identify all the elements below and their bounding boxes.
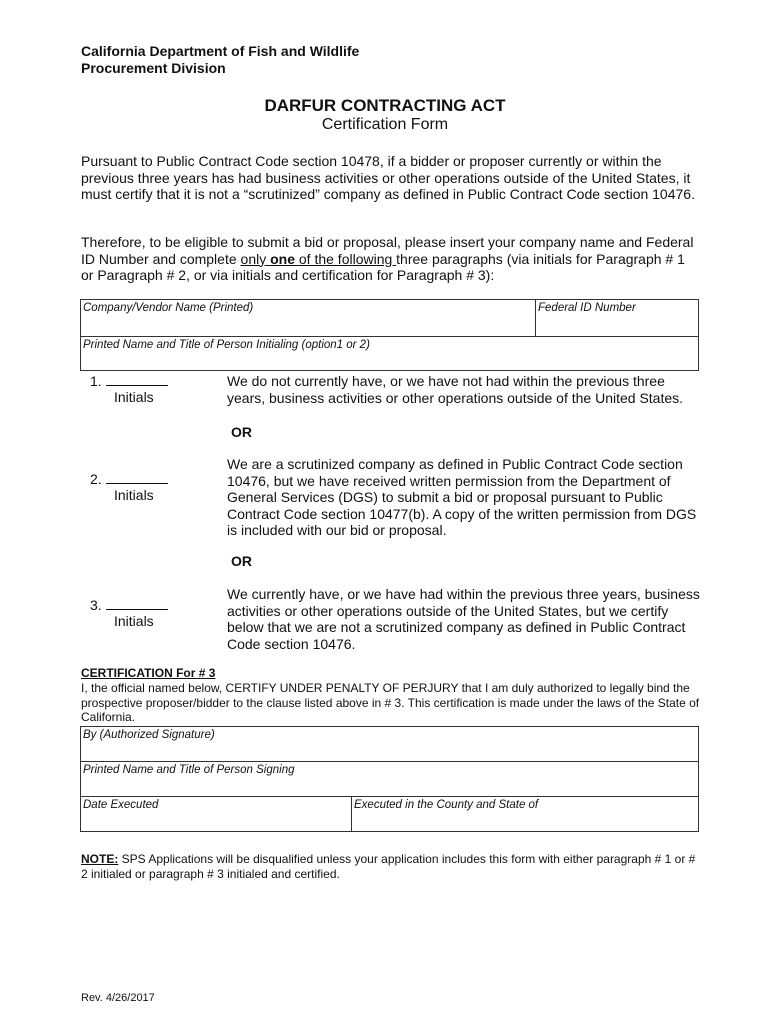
certification-text: I, the official named below, CERTIFY UNDER PENALTY OF PERJURY that I am duly authorized to legally bind the prospective proposer/bidder to the clause listed above in # 3. This certification is made under the laws of the State of California. [81, 681, 700, 724]
instructions-one: one [270, 250, 295, 267]
instructions-only: only one of the following [240, 250, 397, 267]
or-separator-1: OR [231, 424, 252, 440]
company-name-field[interactable] [81, 300, 536, 337]
vendor-info-table [80, 299, 699, 371]
federal-id-label: Federal ID Number [538, 302, 636, 314]
option-2-initial-line[interactable]: 2. [90, 471, 168, 487]
federal-id-field[interactable] [536, 300, 699, 337]
initialer-name-label: Printed Name and Title of Person Initialing (option1 or 2) [83, 339, 370, 351]
certification-heading: CERTIFICATION For # 3 [81, 666, 216, 680]
date-executed-label: Date Executed [83, 799, 159, 811]
option-3-text: We currently have, or we have had within the previous three years, business activities or other operations outside of the United States, but we certify below that we are not a scrutinized company as defined in Public Contract Code section 10476. [227, 586, 700, 652]
signer-name-label: Printed Name and Title of Person Signing [83, 764, 295, 776]
signer-name-field[interactable] [81, 762, 699, 797]
note-paragraph [81, 852, 701, 881]
option-3-initial-line[interactable]: 3. [90, 597, 168, 613]
date-executed-field[interactable] [81, 797, 352, 832]
or-separator-2: OR [231, 553, 252, 569]
authorized-signature-field[interactable] [81, 727, 699, 762]
signature-label: By (Authorized Signature) [83, 729, 215, 741]
instructions-paragraph [81, 234, 701, 284]
company-name-label: Company/Vendor Name (Printed) [83, 302, 254, 314]
org-header [81, 43, 359, 77]
instructions-text-b: three paragraphs (via initials for Paragraph # 1 or Paragraph # 2, or via initials and certification for Paragraph # 3): [81, 250, 685, 284]
option-1-initials-label: Initials [114, 389, 154, 405]
option-3-initials-label: Initials [114, 613, 154, 629]
note-label: NOTE: [81, 852, 119, 866]
option-1-initial-line[interactable]: 1. [90, 373, 168, 389]
note-text: SPS Applications will be disqualified unless your application includes this form with either paragraph # 1 or # 2 initialed or paragraph # 3 initialed and certified. [81, 852, 696, 881]
instructions-text-a: Therefore, to be eligible to submit a bid or proposal, please insert your company name and Federal ID Number and complete [81, 234, 694, 267]
option-1-text: We do not currently have, or we have not had within the previous three years, business activities or other operations outside of the United States. [227, 373, 684, 406]
county-state-field[interactable] [352, 797, 699, 832]
option-2-initials-label: Initials [114, 487, 154, 503]
county-state-label: Executed in the County and State of [354, 799, 539, 811]
revision-date: Rev. 4/26/2017 [81, 992, 155, 1004]
initialer-name-field[interactable] [81, 337, 699, 371]
certification-table [80, 726, 699, 832]
option-2-text: We are a scrutinized company as defined in Public Contract Code section 10476, but we have received written permission from the Department of General Services (DGS) to submit a bid or proposal pursuant to Public Contract Code section 10477(b). A copy of the written permission from DGS is included with our bid or proposal. [227, 456, 697, 539]
org-name: California Department of Fish and Wildlife [81, 43, 360, 59]
intro-paragraph: Pursuant to Public Contract Code section 10478, if a bidder or proposer currently or within the previous three years has had business activities or other operations outside of the United States, it must certify that it is not a “scrutinized” company as defined in Public Contract Code section 10476. [81, 153, 695, 203]
form-subtitle: Certification Form [321, 116, 449, 133]
division-name: Procurement Division [81, 60, 226, 76]
form-title: DARFUR CONTRACTING ACT [264, 96, 506, 115]
